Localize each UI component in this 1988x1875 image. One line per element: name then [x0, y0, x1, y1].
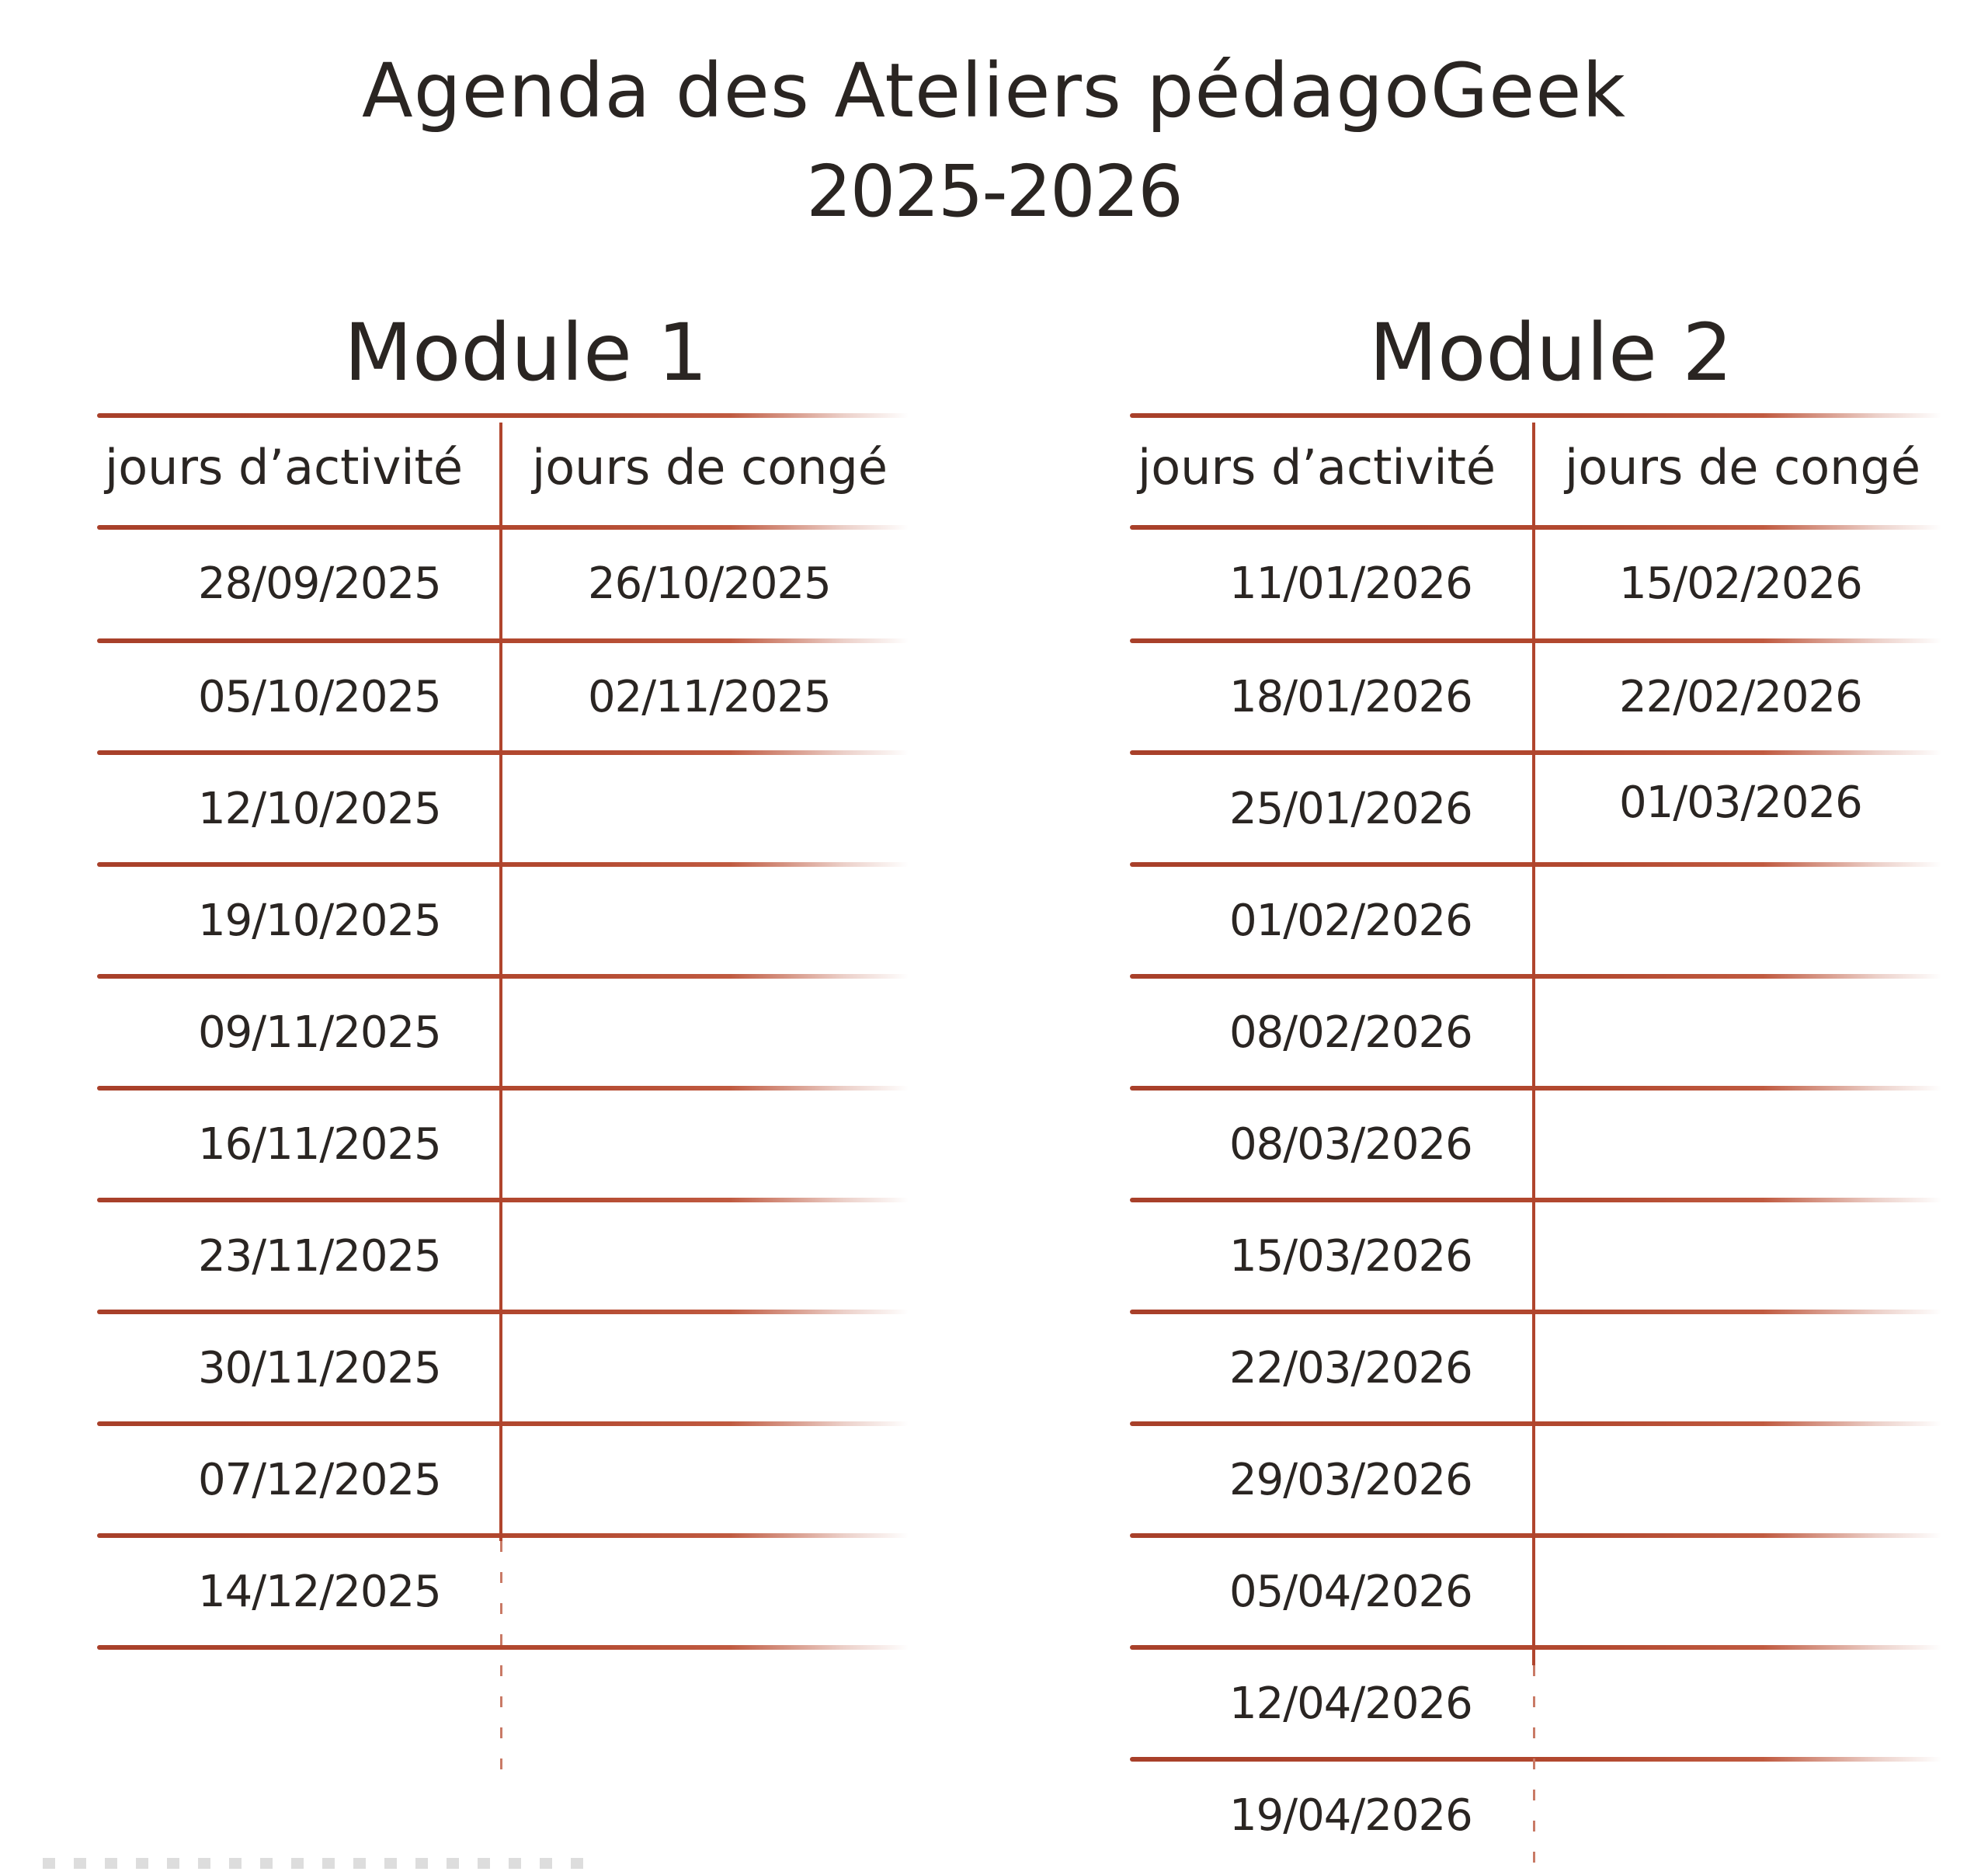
column-header-activity: jours d’activité: [1138, 439, 1496, 496]
column-divider: [499, 423, 502, 1541]
activity-date: 19/04/2026: [1229, 1790, 1472, 1841]
activity-date: 07/12/2025: [198, 1455, 441, 1505]
column-header-holiday: jours de congé: [1565, 439, 1920, 496]
activity-date: 01/02/2026: [1229, 896, 1472, 946]
column-header-holiday: jours de congé: [532, 439, 888, 496]
module-heading: Module 1: [344, 307, 708, 399]
cut-off-footer-text: [43, 1858, 602, 1869]
activity-date: 25/01/2026: [1229, 784, 1472, 834]
table-rule: [97, 413, 909, 418]
table-row: [1130, 1312, 1941, 1425]
table-rule: [1130, 413, 1941, 418]
table-row: [1130, 1088, 1941, 1201]
activity-date: 28/09/2025: [198, 558, 441, 609]
table-row: [97, 527, 909, 640]
activity-date: 22/03/2026: [1229, 1343, 1472, 1393]
activity-date: 08/03/2026: [1229, 1119, 1472, 1170]
table-row: [1130, 1647, 1941, 1760]
activity-date: 12/10/2025: [198, 784, 441, 834]
table-rule: [97, 1645, 909, 1650]
table-row: [97, 976, 909, 1089]
table-row: [1130, 527, 1941, 640]
holiday-date: 02/11/2025: [588, 672, 831, 722]
holiday-date: 26/10/2025: [588, 558, 831, 609]
activity-date: 05/10/2025: [198, 672, 441, 722]
activity-date: 15/03/2026: [1229, 1231, 1472, 1282]
table-row: [97, 1088, 909, 1201]
table-row: [1130, 976, 1941, 1089]
table-row: [97, 1312, 909, 1425]
table-row: [1130, 1759, 1941, 1872]
activity-date: 08/02/2026: [1229, 1007, 1472, 1058]
table-row: [97, 1424, 909, 1536]
module-heading: Module 2: [1369, 307, 1733, 399]
page-subtitle-year: 2025-2026: [806, 150, 1182, 233]
column-divider-faint: [500, 1541, 502, 1790]
page-title: Agenda des Ateliers pédagoGeek: [362, 47, 1626, 134]
activity-date: 05/04/2026: [1229, 1567, 1472, 1617]
table-row: [1130, 1200, 1941, 1313]
activity-date: 11/01/2026: [1229, 558, 1472, 609]
holiday-date: 22/02/2026: [1619, 672, 1862, 722]
table-row: [97, 864, 909, 977]
activity-date: 19/10/2025: [198, 896, 441, 946]
table-row: [97, 1200, 909, 1313]
table-row: [1130, 641, 1941, 753]
table-row: [1130, 864, 1941, 977]
holiday-date: 01/03/2026: [1619, 777, 1862, 828]
column-divider: [1532, 423, 1535, 1665]
table-row: [97, 641, 909, 753]
table-row: [97, 1536, 909, 1648]
table-row: [97, 753, 909, 865]
activity-date: 30/11/2025: [198, 1343, 441, 1393]
activity-date: 09/11/2025: [198, 1007, 441, 1058]
column-header-activity: jours d’activité: [105, 439, 464, 496]
activity-date: 29/03/2026: [1229, 1455, 1472, 1505]
table-row: [1130, 1536, 1941, 1648]
holiday-date: 15/02/2026: [1619, 558, 1862, 609]
column-divider-faint: [1533, 1665, 1535, 1875]
activity-date: 14/12/2025: [198, 1567, 441, 1617]
activity-date: 16/11/2025: [198, 1119, 441, 1170]
activity-date: 12/04/2026: [1229, 1678, 1472, 1729]
activity-date: 18/01/2026: [1229, 672, 1472, 722]
table-row: [1130, 753, 1941, 865]
table-row: [1130, 1424, 1941, 1536]
activity-date: 23/11/2025: [198, 1231, 441, 1282]
